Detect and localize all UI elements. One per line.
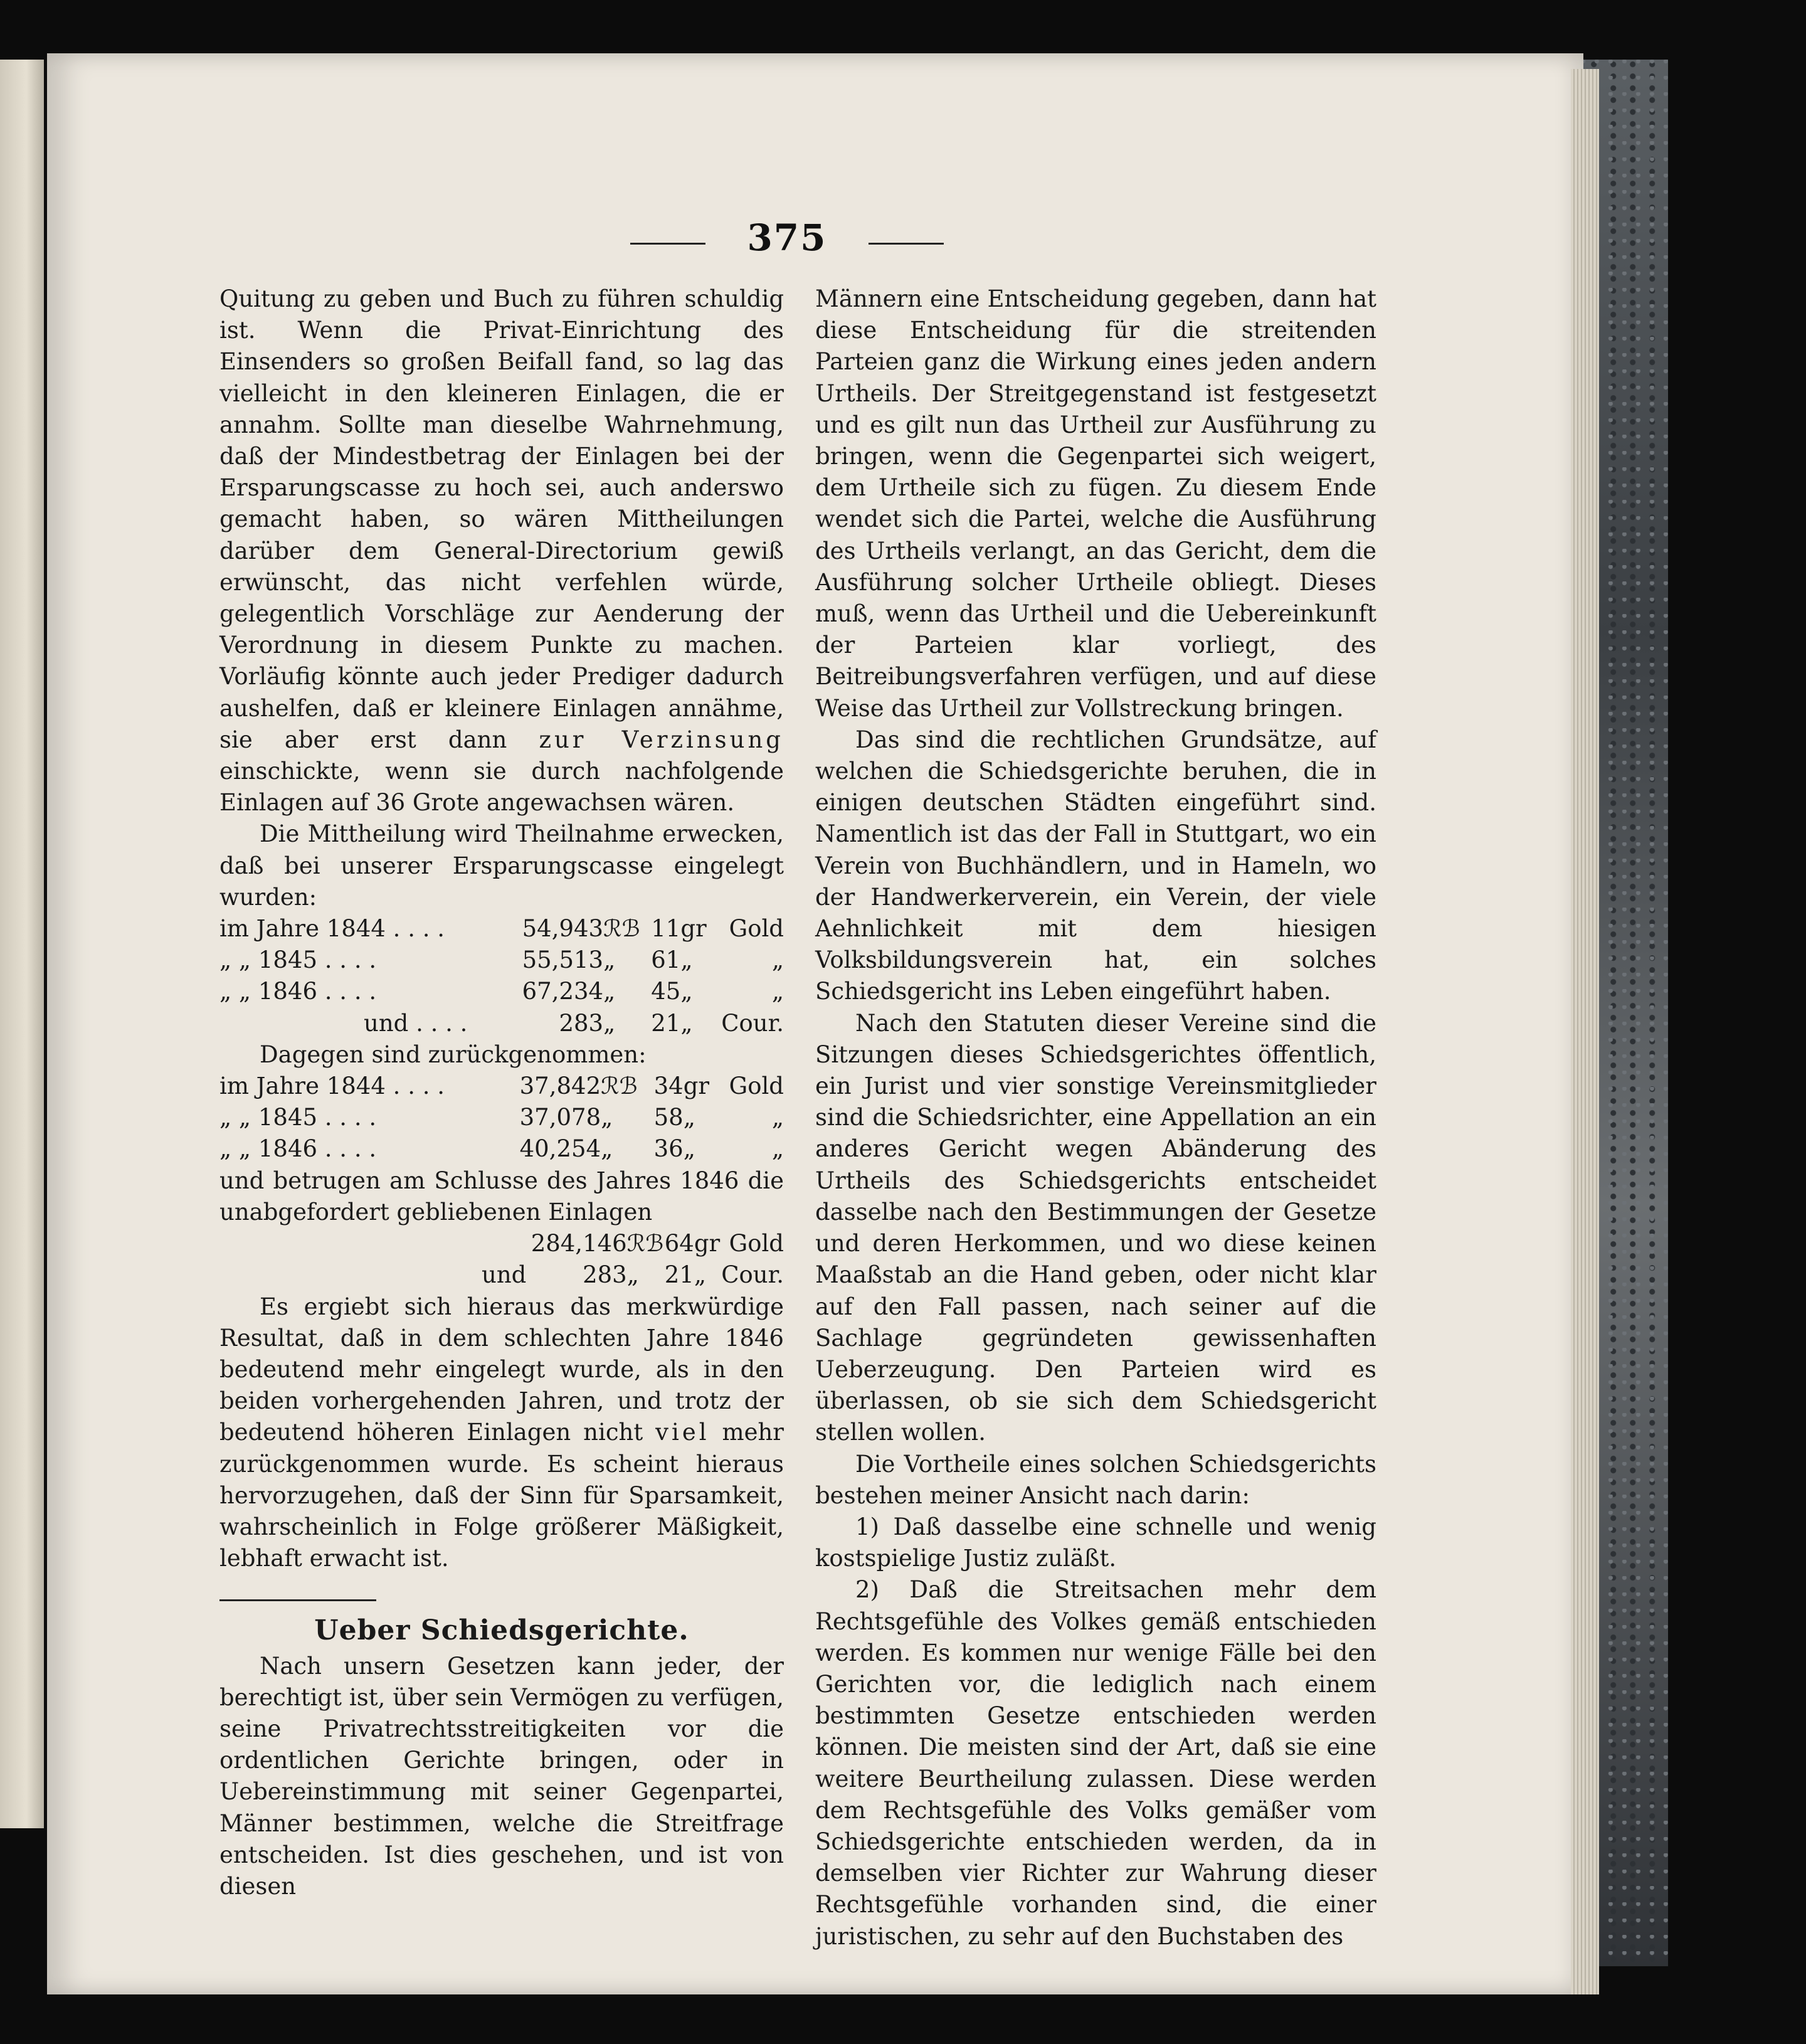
table-row: und 283 „ 21 „ Cour.: [482, 1261, 784, 1289]
deposits-table: [219, 913, 784, 1039]
paragraph: Die Mittheilung wird Theilnahme erwecken, daß bei unserer Ersparungscasse eingelegt wurden:: [219, 820, 784, 911]
paragraph: Nach unsern Gesetzen kann jeder, der berechtigt ist, über sein Vermögen zu verfügen, seine Privatrechtsstreitigkeiten vor die ordentlichen Gerichte bringen, oder in Uebereinstimmung mit seiner Gegenpartei, Männer bestimmen, welche die Streitfrage entscheiden. Ist dies geschehen, und ist von diesen: [219, 1652, 784, 1900]
page-stack-edges: [1571, 69, 1599, 1994]
left-column: [219, 283, 784, 1902]
table-row: „ „ 1846 . . . . 40,254 „ 36 „ „: [219, 1135, 784, 1163]
paragraph: Nach den Statuten dieser Vereine sind die Sitzungen dieses Schiedsgerichtes öffentlich, ein Jurist und vier sonstige Vereinsmitglieder sind die Schiedsrichter, eine Appellation an ein anderes Gericht wegen Abänderung des Urtheils des Schiedsgerichts entscheidet dasselbe nach den Bestimmungen der Gesetze und deren Herkommen, und wo diese keinen Maaßstab an die Hand geben, oder nicht klar auf den Fall passen, nach seiner auf die Sachlage gegründeten gewissenhaften Ueberzeugung. Den Parteien wird es überlassen, ob sie sich dem Schiedsgericht stellen wollen.: [815, 1009, 1376, 1446]
page-number: 375: [747, 216, 827, 259]
right-column: [815, 283, 1376, 1952]
paragraph: Quitung zu geben und Buch zu führen schuldig ist. Wenn die Privat-Einrichtung des Einsenders so großen Beifall fand, so lag das vielleicht in den kleineren Einlagen, die er annahm. Sollte man dieselbe Wahrnehmung, daß der Mindestbetrag der Einlagen bei der Ersparungscasse zu hoch sei, auch anderswo gemacht haben, so wären Mittheilungen darüber dem General-Directorium gewiß erwünscht, das nicht verfehlen würde, gelegentlich Vorschläge zur Aenderung der Verordnung in diesem Punkte zu machen. Vorläufig könnte auch jeder Prediger dadurch aushelfen, daß er kleinere Einlagen annähme, sie aber erst dann zur Verzinsung einschickte, wenn sie durch nachfolgende Einlagen auf 36 Grote angewachsen wären.: [219, 285, 784, 817]
section-title: Ueber Schiedsgerichte.: [314, 1614, 689, 1647]
section-divider: [219, 1599, 376, 1601]
table-row: „ „ 1845 . . . . 37,078 „ 58 „ „: [219, 1104, 784, 1131]
paragraph: Das sind die rechtlichen Grundsätze, auf welchen die Schiedsgerichte beruhen, die in einigen deutschen Städten eingeführt sind. Namentlich ist das der Fall in Stuttgart, wo ein Verein von Buchhändlern, und in Hameln, wo der Handwerkerverein, ein Verein, der viele Aehnlichkeit mit dem hiesigen Volksbildungsverein hat, ein solches Schiedsgericht ins Leben eingeführt haben.: [815, 726, 1376, 1005]
paragraph: Die Vortheile eines solchen Schiedsgerichts bestehen meiner Ansicht nach darin:: [815, 1450, 1376, 1509]
table-row: „ „ 1845 . . . . 55,513 „ 61 „ „: [219, 946, 784, 974]
table-row: im Jahre 1844 . . . . 54,943 ℛℬ 11 gr Gold: [219, 915, 784, 943]
table-row: „ „ 1846 . . . . 67,234 „ 45 „ „: [219, 978, 784, 1005]
paragraph: Es ergiebt sich hieraus das merkwürdige Resultat, daß in dem schlechten Jahre 1846 bedeutend mehr eingelegt wurde, als in den beiden vorhergehenden Jahren, und trotz der bedeutend höheren Einlagen nicht viel mehr zurückgenommen wurde. Es scheint hieraus hervorzugehen, daß der Sinn für Sparsamkeit, wahrscheinlich in Folge größerer Mäßigkeit, lebhaft erwacht ist.: [219, 1293, 784, 1572]
table-row: 284,146 ℛℬ 64 gr Gold: [531, 1230, 784, 1258]
paragraph: Dagegen sind zurückgenommen:: [260, 1041, 647, 1068]
withdrawals-table: [219, 1071, 784, 1165]
totals-table: [287, 1228, 784, 1291]
header-rule-right: [869, 243, 944, 245]
table-row: im Jahre 1844 . . . . 37,842 ℛℬ 34 gr Gold: [219, 1072, 784, 1100]
page-header: [630, 216, 944, 260]
paragraph: Männern eine Entscheidung gegeben, dann hat diese Entscheidung für die streitenden Parteien ganz die Wirkung eines jeden andern Urtheils. Der Streitgegenstand ist festgesetzt und es gilt nun das Urtheil zur Ausführung zu bringen, wenn die Gegenpartei sich weigert, dem Urtheile sich zu fügen. Zu diesem Ende wendet sich die Partei, welche die Ausführung des Urtheils verlangt, an das Gericht, dem die Ausführung solcher Urtheile obliegt. Dieses muß, wenn das Urtheil und die Uebereinkunft der Parteien klar vorliegt, des Beitreibungsverfahren verfügen, und auf diese Weise das Urtheil zur Vollstreckung bringen.: [815, 285, 1376, 722]
paragraph: 2) Daß die Streitsachen mehr dem Rechtsgefühle des Volkes gemäß entschieden werden. Es kommen nur wenige Fälle bei den Gerichten vor, die lediglich nach einem bestimmten Gesetze entschieden werden können. Die meisten sind der Art, daß sie eine weitere Beurtheilung zulassen. Diese werden dem Rechtsgefühle des Volks gemäßer vom Schiedsgerichte entschieden werden, da in demselben vier Richter zur Wahrung dieser Rechtsgefühle vorhanden sind, die einer juristischen, zu sehr auf den Buchstaben des: [815, 1576, 1376, 1950]
paragraph: 1) Daß dasselbe eine schnelle und wenig kostspielige Justiz zuläßt.: [815, 1513, 1376, 1572]
table-row: und . . . . 283 „ 21 „ Cour.: [364, 1009, 784, 1037]
adjacent-page-edge: [0, 60, 44, 1828]
header-rule-left: [630, 243, 705, 245]
paragraph: und betrugen am Schlusse des Jahres 1846 die unabgefordert gebliebenen Einlagen: [219, 1167, 784, 1226]
